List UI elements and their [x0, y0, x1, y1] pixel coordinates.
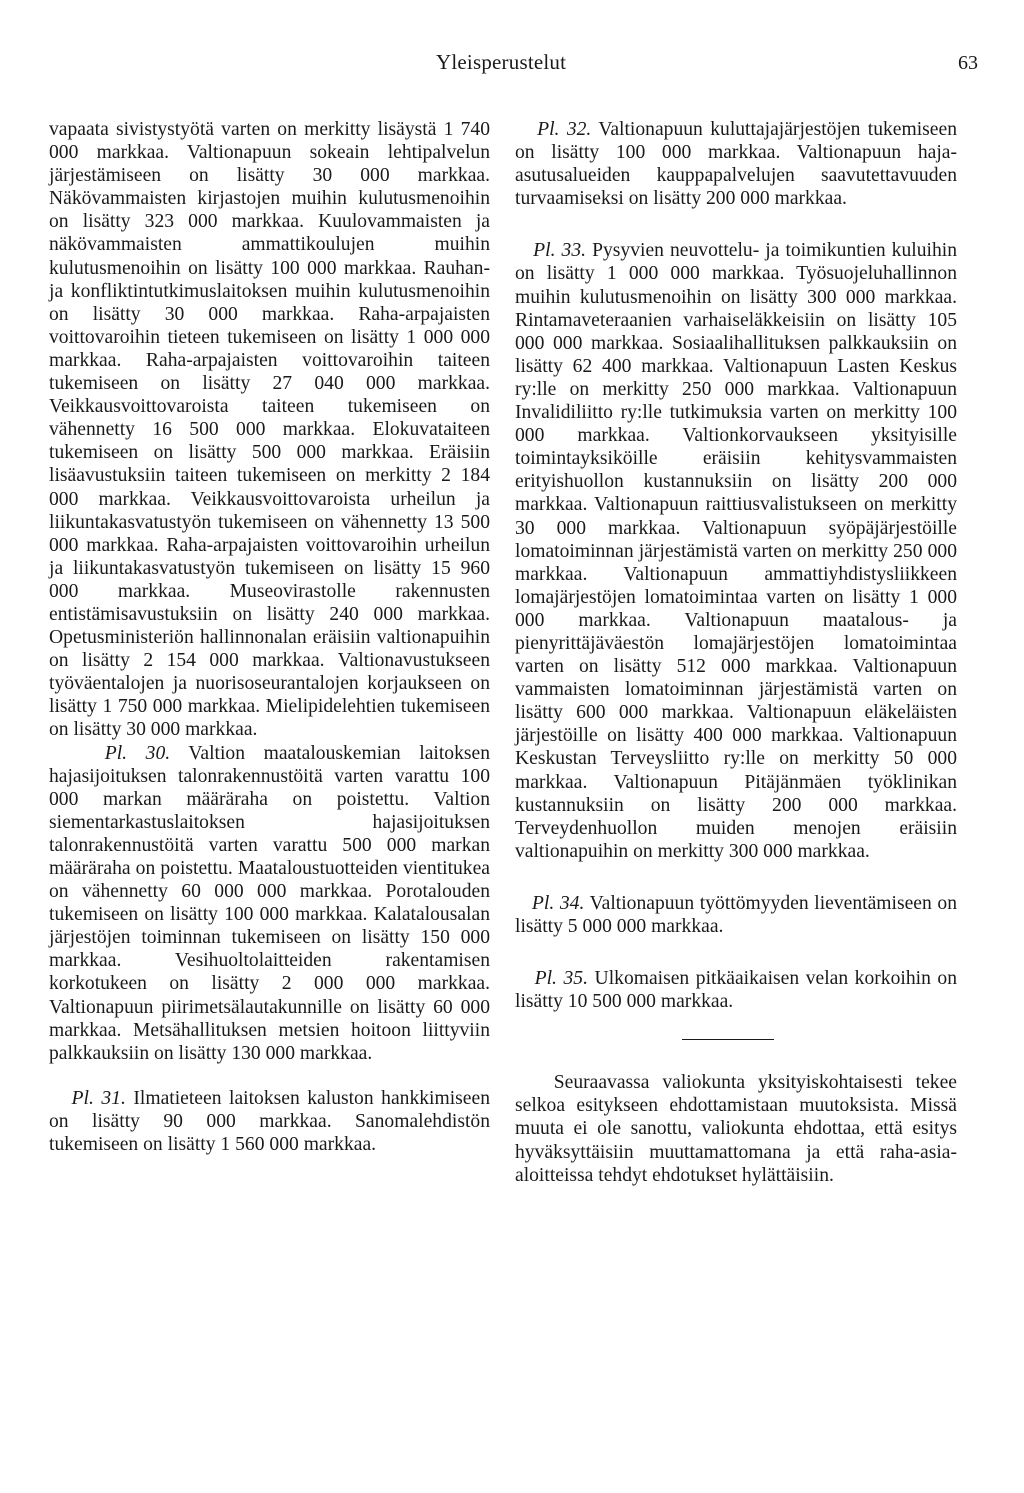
section-pl-30	[49, 742, 490, 1065]
section-label: Pl. 32.	[537, 119, 592, 140]
section-pl-34	[515, 892, 957, 938]
header-title: Yleisperustelut	[436, 50, 567, 74]
section-label: Pl. 31.	[71, 1087, 126, 1109]
paragraph-text: vapaata sivistystyötä varten on merkitty lisäystä 1 740 000 markkaa. Valtionapuun sokeain lehtipalvelun järjestämiseen on lisätty 30 000 markkaa. Näkövammaisten kirjastojen muihin kulutusmenoihin on lisätty 323 000 markkaa. Kuulovammaisten ja näkövammaisten ammattikoulujen muihin kulutusmenoihin on lisätty 100 000 markkaa. Rauhan- ja konfliktintutkimuslaitoksen muihin kulutusmenoihin on lisätty 30 000 markkaa. Raha-arpajaisten voittovaroihin tieteen tukemiseen on lisätty 1 000 000 markkaa. Raha-arpajaisten voittovaroihin taiteen tukemiseen on lisätty 27 040 000 markkaa. Veikkausvoittovaroista taiteen tukemiseen on vähennetty 16 500 000 markkaa. Elokuvataiteen tukemiseen on lisätty 500 000 markkaa. Eräisiin lisäavustuksiin taiteen tukemiseen on merkitty 2 184 000 markkaa. Veikkausvoittovaroista urheilun ja liikuntakasvatustyön tukemiseen on vähennetty 13 500 000 markkaa. Raha-arpajaisten voittovaroihin urheilun ja liikuntakasvatustyön tukemiseen on lisätty 15 960 000 markkaa. Museovirastolle rakennusten entistämisavustuksiin on lisätty 240 000 markkaa. Opetusministeriön hallinnonalan eräisiin valtionapuihin on lisätty 2 154 000 markkaa. Valtionavustukseen työväentalojen ja nuorisoseurantalojen korjaukseen on lisätty 1 750 000 markkaa. Mielipidelehtien tukemiseen on lisätty 30 000 markkaa.	[49, 119, 490, 741]
section-text: Valtionapuun työttömyyden lieventämiseen on lisätty 5 000 000 markkaa.	[515, 892, 958, 937]
closing-paragraph	[515, 1071, 957, 1186]
right-column	[515, 118, 957, 1187]
section-label: Pl. 35.	[534, 968, 588, 990]
section-pl-31	[49, 1087, 490, 1156]
section-text: Pysyvien neuvottelu- ja toimikuntien kuluihin on lisätty 1 000 000 markkaa. Työsuojeluhallinnon muihin kulutusmenoihin on lisätty 300 000 markkaa. Rintamaveteraanien varhaiseläkkeisiin on lisätty 105 000 000 markkaa. Sosiaalihallituksen palkkauksiin on lisätty 62 400 markkaa. Valtionapuun Lasten Keskus ry:lle on merkitty 250 000 markkaa. Valtionapuun Invalidiliitto ry:lle tutkimuksia varten on merkitty 100 000 markkaa. Valtionkorvaukseen yksityisille toimintayksiköille eräisiin kehitysvammaisten erityishuollon kustannuksiin on lisätty 200 000 markkaa. Valtionapuun raittiusvalistukseen on merkitty 30 000 markkaa. Valtionapuun syöpäjärjestöille lomatoiminnan järjestämistä varten on merkitty 250 000 markkaa. Valtionapuun ammattiyhdistysliikkeen lomajärjestöjen lomatoimintaa varten on lisätty 1 000 000 markkaa. Valtionapuun maatalous- ja pienyrittäjäväestön lomajärjestöjen lomatoimintaa varten on lisätty 512 000 markkaa. Valtionapuun vammaisten lomatoiminnan järjestämistä varten on lisätty 600 000 markkaa. Valtionapuun eläkeläisten järjestöille on lisätty 400 000 markkaa. Valtionapuun Keskustan Terveysliitto ry:lle on merkitty 50 000 markkaa. Valtionapuun Pitäjänmäen työklinikan kustannuksiin on lisätty 200 000 markkaa. Terveydenhuollon muiden menojen eräisiin valtionapuihin on merkitty 300 000 markkaa.	[515, 240, 957, 862]
paragraph-continuation	[49, 118, 490, 742]
left-column	[49, 118, 490, 1156]
section-text: Valtionapuun kuluttajajärjestöjen tukemiseen on lisätty 100 000 markkaa. Valtionapuun haja-asutusalueiden kauppapalvelujen saavutettavuuden turvaamiseksi on lisätty 200 000 markkaa.	[515, 119, 958, 210]
section-divider	[682, 1039, 774, 1040]
section-text: Valtion maatalouskemian laitoksen hajasijoituksen talonrakennustöitä varten varattu 100 000 markan määräraha on poistettu. Valtion siementarkastuslaitoksen hajasijoituksen talonrakennustöitä varten varattu 500 000 markan määräraha on poistettu. Maataloustuotteiden vientitukea on vähennetty 60 000 000 markkaa. Porotalouden tukemiseen on lisätty 100 000 markkaa. Kalatalousalan järjestöjen toiminnan tukemiseen on lisätty 150 000 markkaa. Vesihuoltolaitteiden rakentamisen korkotukeen on lisätty 2 000 000 markkaa. Valtionapuun piirimetsälautakunnille on lisätty 60 000 markkaa. Metsähallituksen metsien hoitoon liittyviin palkkauksiin on lisätty 130 000 markkaa.	[49, 742, 491, 1064]
closing-text: Seuraavassa valiokunta yksityiskohtaisesti tekee selkoa esitykseen ehdottamistaan muutoksista. Missä muuta ei ole sanottu, valiokunta ehdottaa, että esitys hyväksyttäisiin muuttamattomana ja että raha-asia-aloitteissa tehdyt ehdotukset hylättäisiin.	[515, 1072, 957, 1186]
section-text: Ulkomaisen pitkäaikaisen velan korkoihin on lisätty 10 500 000 markkaa.	[515, 968, 958, 1013]
section-pl-32	[515, 118, 957, 210]
page-number: 63	[958, 52, 978, 74]
section-label: Pl. 34.	[531, 892, 585, 914]
section-label: Pl. 30.	[104, 742, 171, 764]
section-pl-33	[515, 239, 957, 863]
section-label: Pl. 33.	[533, 240, 587, 262]
section-text: Ilmatieteen laitoksen kaluston hankkimiseen on lisätty 90 000 markkaa. Sanomalehdistön tukemiseen on lisätty 1 560 000 markkaa.	[49, 1087, 490, 1156]
section-pl-35	[515, 967, 957, 1013]
